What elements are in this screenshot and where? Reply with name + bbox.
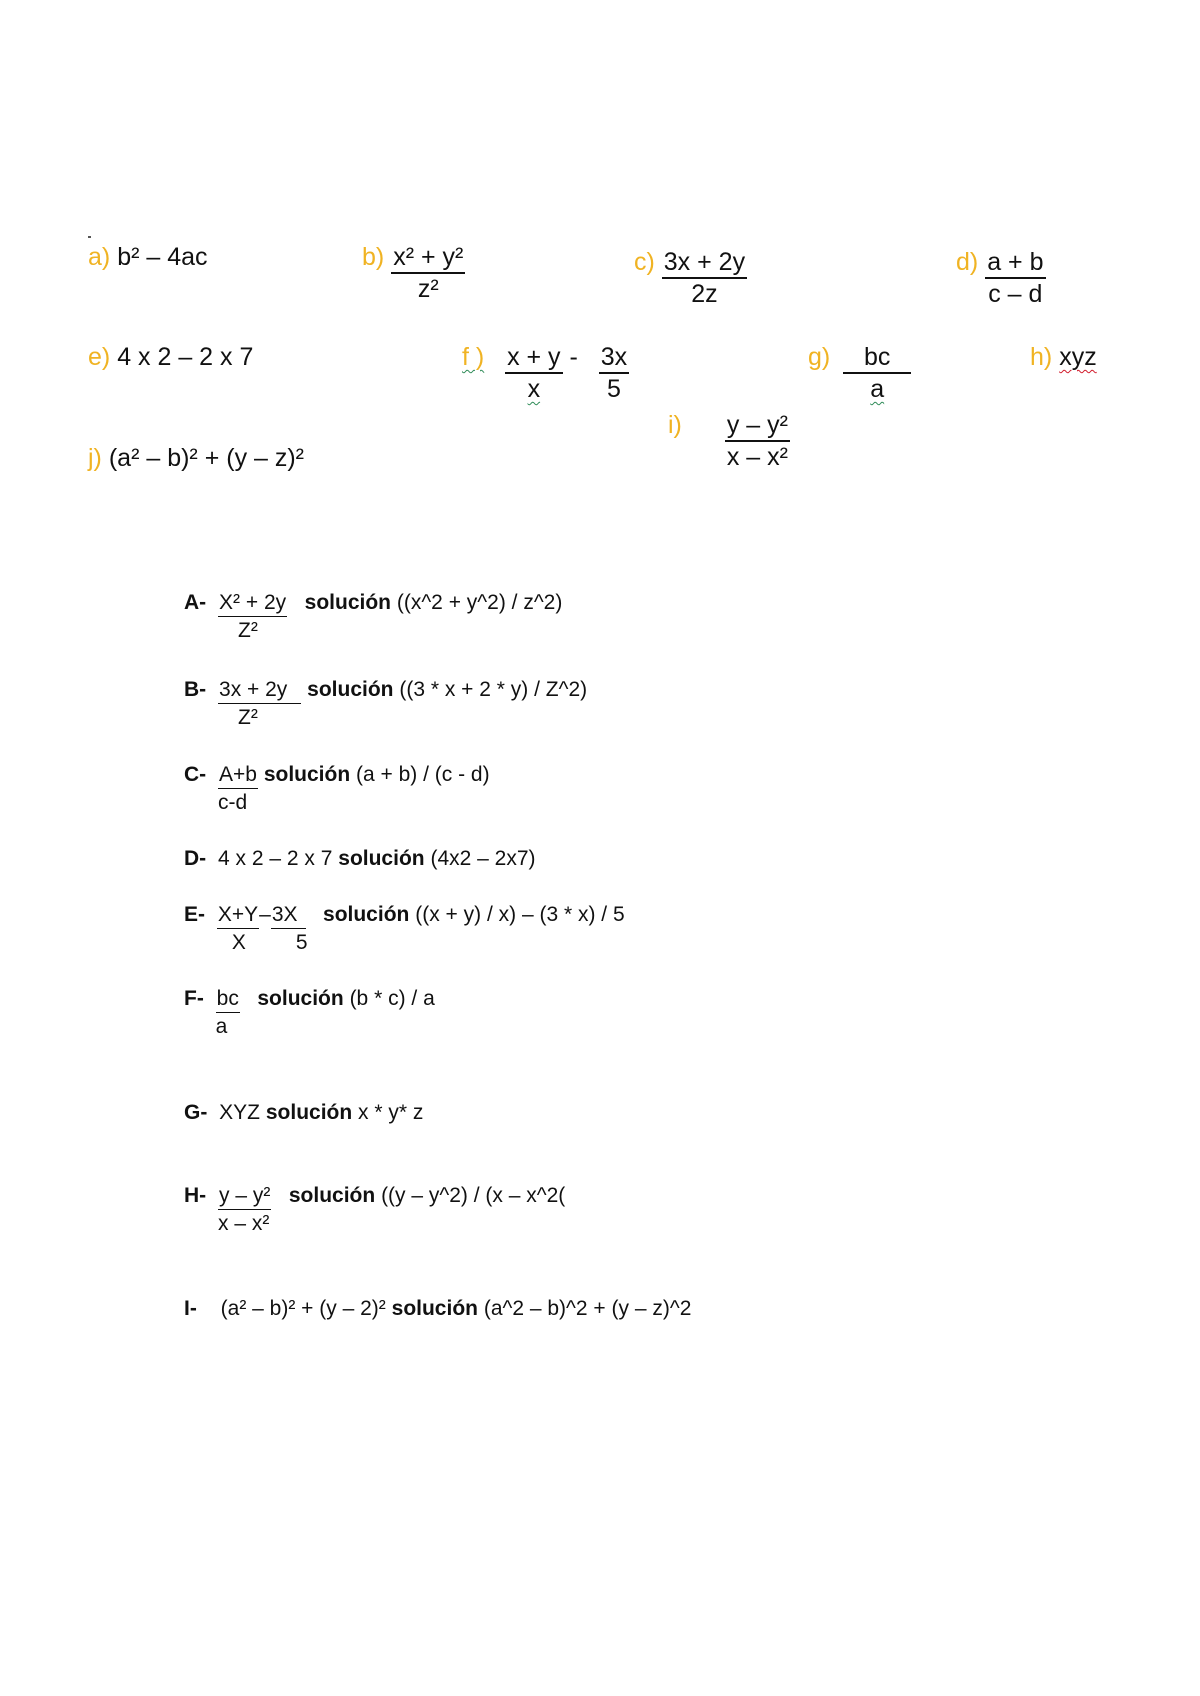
fraction xyxy=(505,345,563,402)
solution-expression: 4 x 2 – 2 x 7 xyxy=(218,847,333,870)
numerator: 3x + 2y xyxy=(662,250,747,279)
numerator: A+b xyxy=(218,762,258,789)
denominator: Z² xyxy=(238,706,258,729)
fraction xyxy=(843,345,911,402)
exercise-g xyxy=(808,345,911,402)
exercise-expression: (a² – b)² + (y – z)² xyxy=(108,444,305,472)
fraction xyxy=(725,413,790,470)
numerator: a + b xyxy=(985,250,1045,279)
exercise-label: d) xyxy=(956,248,979,276)
exercise-c xyxy=(634,250,747,307)
denominator: X xyxy=(231,931,246,954)
exercise-h xyxy=(1030,345,1097,370)
numerator: y – y² xyxy=(725,413,790,442)
stray-mark xyxy=(88,236,91,238)
solution-word: solución xyxy=(307,678,394,701)
denominator: x – x² xyxy=(726,443,788,471)
solution-answer: (4x2 – 2x7) xyxy=(430,847,536,870)
solution-label: C- xyxy=(184,763,207,786)
numerator: bc xyxy=(216,986,240,1013)
exercise-f xyxy=(462,345,629,402)
fraction xyxy=(391,245,465,302)
exercise-label: f ) xyxy=(462,343,485,371)
solution-word: solución xyxy=(288,1184,376,1207)
exercise-b xyxy=(362,245,465,302)
exercise-d xyxy=(956,250,1046,307)
numerator: y – y² xyxy=(218,1183,271,1210)
solution-word: solución xyxy=(257,987,344,1010)
solution-expression: (a² – b)² + (y – 2)² xyxy=(220,1297,386,1320)
solution-c xyxy=(184,762,490,814)
exercise-label: e) xyxy=(88,343,111,371)
solution-label: E- xyxy=(184,903,205,926)
denominator: c-d xyxy=(218,791,248,814)
exercise-a xyxy=(88,245,208,270)
operator: – xyxy=(259,903,271,926)
solution-i xyxy=(184,1296,691,1321)
denominator: x xyxy=(527,375,541,403)
solution-answer: ((x^2 + y^2) / z^2) xyxy=(396,591,563,614)
solution-word: solución xyxy=(391,1297,478,1320)
fraction xyxy=(985,250,1045,307)
denominator: Z² xyxy=(238,619,258,642)
solution-h xyxy=(184,1183,566,1235)
solution-b xyxy=(184,677,588,729)
exercise-i xyxy=(668,413,790,470)
solution-label: H- xyxy=(184,1184,207,1207)
denominator: 2z xyxy=(691,280,718,308)
denominator: a xyxy=(215,1015,228,1038)
solution-word: solución xyxy=(323,903,410,926)
numerator: bc xyxy=(843,345,911,374)
solution-label: D- xyxy=(184,847,207,870)
exercise-expression: b² – 4ac xyxy=(117,243,208,271)
denominator: c – d xyxy=(988,280,1043,308)
solution-answer: x * y* z xyxy=(358,1101,424,1124)
solution-expression: XYZ xyxy=(219,1101,261,1124)
solution-label: B- xyxy=(184,678,207,701)
exercise-label: b) xyxy=(362,243,385,271)
solution-word: solución xyxy=(263,763,351,786)
denominator: a xyxy=(870,375,885,403)
numerator: x² + y² xyxy=(391,245,465,274)
numerator: 3X xyxy=(271,902,306,929)
exercise-expression: xyz xyxy=(1059,343,1097,371)
denominator: x – x² xyxy=(218,1212,270,1235)
solution-word: solución xyxy=(304,591,391,614)
denominator: 5 xyxy=(606,375,621,403)
denominator: 5 xyxy=(295,931,308,954)
solution-a xyxy=(184,590,563,642)
solution-answer: (a + b) / (c - d) xyxy=(356,763,490,786)
denominator: z² xyxy=(417,275,439,303)
exercise-label: j) xyxy=(88,444,102,472)
exercise-label: i) xyxy=(668,411,682,439)
solution-answer: ((x + y) / x) – (3 * x) / 5 xyxy=(415,903,625,926)
solution-label: G- xyxy=(184,1101,208,1124)
fraction xyxy=(662,250,747,307)
solution-f xyxy=(184,986,435,1038)
solution-d xyxy=(184,846,536,871)
exercise-j xyxy=(88,446,304,471)
solution-label: I- xyxy=(184,1297,197,1320)
numerator: 3x + 2y xyxy=(218,677,301,704)
solution-word: solución xyxy=(338,847,425,870)
solution-e xyxy=(184,902,625,954)
exercise-e xyxy=(88,345,253,370)
exercise-label: g) xyxy=(808,343,831,371)
exercise-label: c) xyxy=(634,248,655,276)
exercise-label: h) xyxy=(1030,343,1053,371)
solution-g xyxy=(184,1100,423,1125)
solution-answer: ((3 * x + 2 * y) / Z^2) xyxy=(399,678,588,701)
solution-label: A- xyxy=(184,591,207,614)
solution-word: solución xyxy=(265,1101,353,1124)
solution-answer: (a^2 – b)^2 + (y – z)^2 xyxy=(483,1297,692,1320)
solution-answer: (b * c) / a xyxy=(349,987,435,1010)
solution-answer: ((y – y^2) / (x – x^2( xyxy=(381,1184,566,1207)
numerator: 3x xyxy=(599,345,629,374)
fraction xyxy=(599,345,629,402)
numerator: X² + 2y xyxy=(218,590,287,617)
solution-label: F- xyxy=(184,987,204,1010)
exercise-label: a) xyxy=(88,243,111,271)
numerator: X+Y xyxy=(217,902,259,929)
operator: - xyxy=(569,343,578,371)
exercise-expression: 4 x 2 – 2 x 7 xyxy=(117,343,254,371)
numerator: x + y xyxy=(505,345,563,374)
